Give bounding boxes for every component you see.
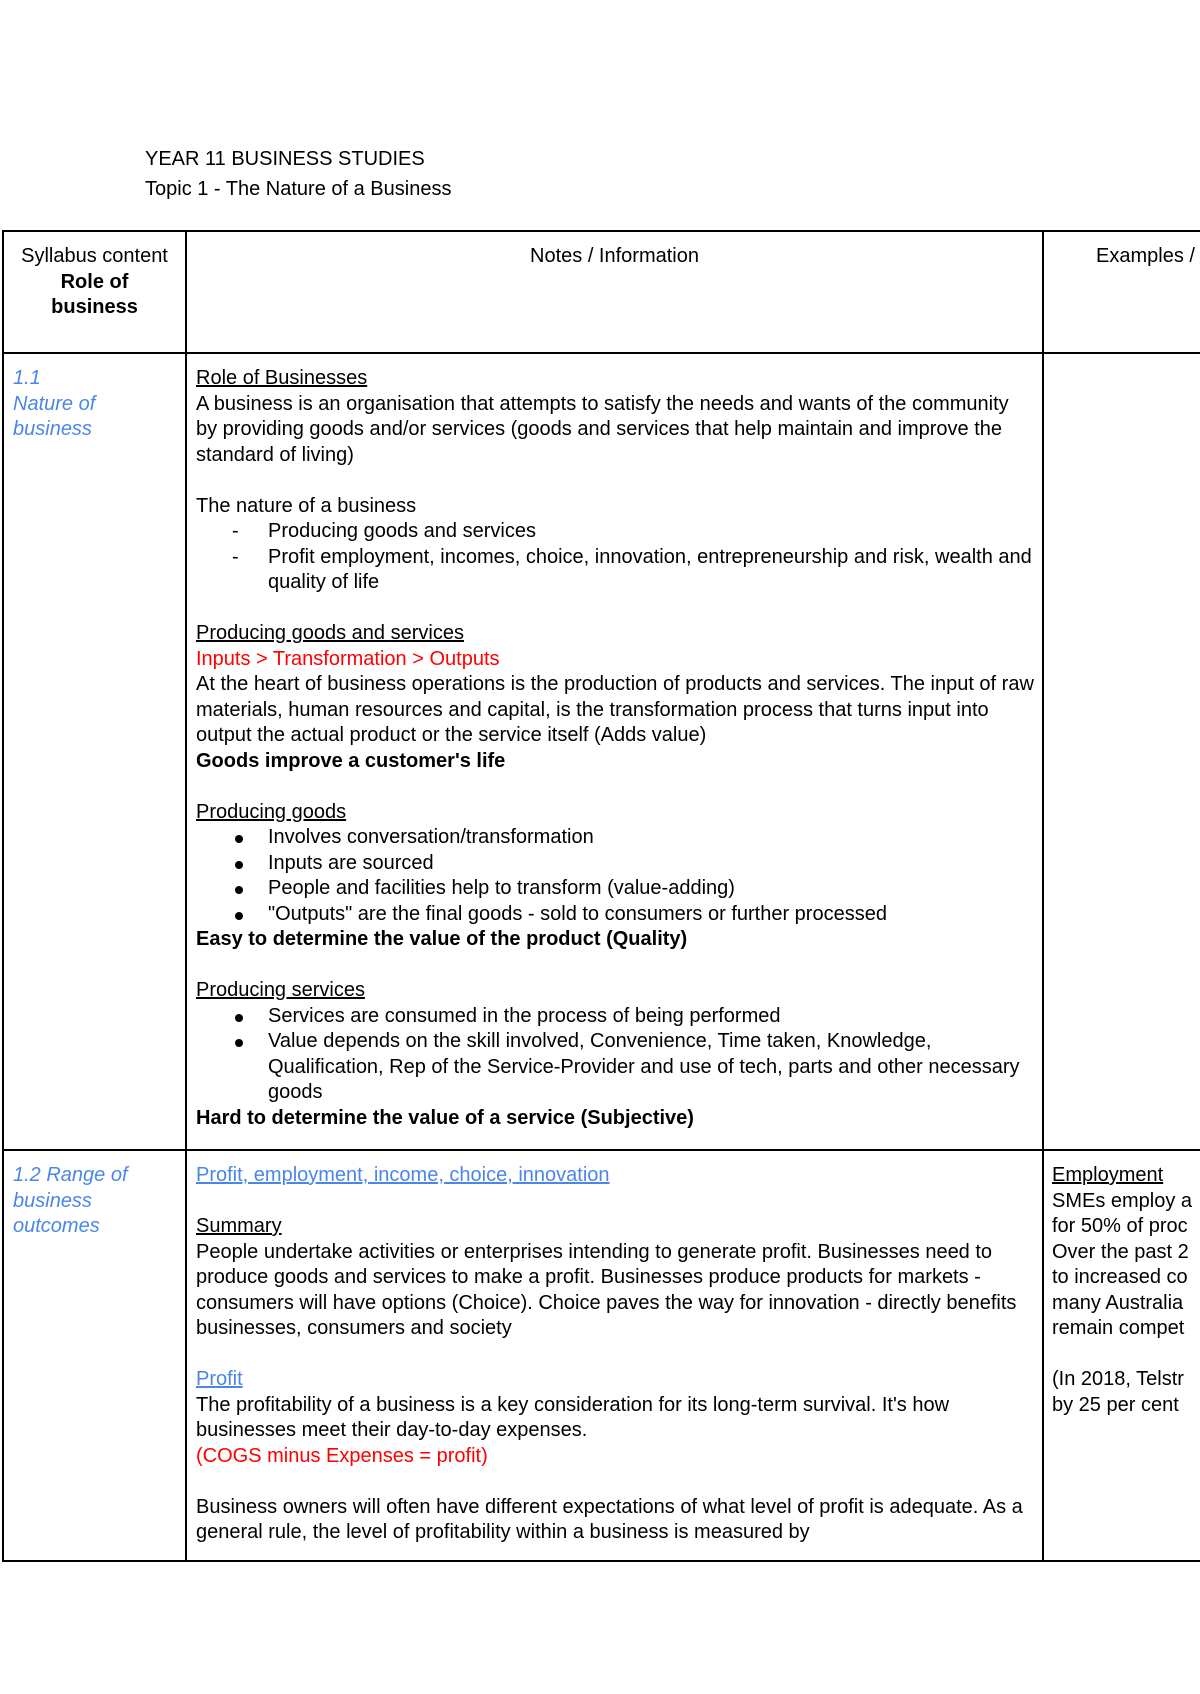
- table-row: [3, 1150, 1200, 1561]
- goods-value-bold: Easy to determine the value of the product (Quality): [196, 928, 688, 950]
- example-line: Over the past 2: [1052, 1240, 1189, 1263]
- list-item: Involves conversation/transformation: [196, 825, 1034, 851]
- notes-cell-1-2: [186, 1150, 1043, 1561]
- notes-header-label: Notes / Information: [530, 245, 699, 267]
- profit-text: The profitability of a business is a key consideration for its long-term survival. It's how businesses meet their day-to-day expenses.: [196, 1393, 950, 1441]
- section-title-line-3: outcomes: [13, 1215, 100, 1237]
- list-item: "Outputs" are the final goods - sold to consumers or further processed: [196, 902, 1034, 928]
- nature-list: [196, 519, 1034, 596]
- role-header-line-2: business: [51, 296, 138, 318]
- profit-formula: (COGS minus Expenses = profit): [196, 1444, 488, 1467]
- example-line: SMEs employ a: [1052, 1189, 1193, 1212]
- io-line: Inputs > Transformation > Outputs: [196, 647, 500, 670]
- example-line: by 25 per cent: [1052, 1393, 1179, 1416]
- example-line: many Australia: [1052, 1291, 1184, 1314]
- section-title-line-1: Nature of: [13, 392, 96, 415]
- goods-list: [196, 825, 1034, 927]
- profit-link[interactable]: Profit: [196, 1368, 243, 1390]
- example-line: for 50% of proc: [1052, 1215, 1188, 1237]
- notes-table: [2, 230, 1200, 1562]
- services-heading: Producing services: [196, 979, 365, 1001]
- outcomes-link[interactable]: Profit, employment, income, choice, innovation: [196, 1164, 610, 1186]
- section-number: 1.1: [13, 367, 41, 389]
- list-item: Value depends on the skill involved, Convenience, Time taken, Knowledge, Qualification, Rep of the Service-Provider and use of tech, parts and other necessary goods: [196, 1029, 1034, 1106]
- goods-heading: Producing goods: [196, 800, 347, 823]
- list-item: - Producing goods and services: [196, 519, 1034, 545]
- table-row: [3, 353, 1200, 1150]
- list-item: Services are consumed in the process of being performed: [196, 1004, 1034, 1030]
- syllabus-header-cell: [3, 231, 186, 353]
- role-heading: Role of Businesses: [196, 367, 368, 389]
- summary-text: People undertake activities or enterprises intending to generate profit. Businesses need to produce goods and services to make a profit. Businesses produce products for markets - consumers will have options (Choice). Choice paves the way for innovation - directly benefits businesses, consumers and society: [196, 1240, 1017, 1339]
- examples-header-cell: [1043, 231, 1200, 353]
- list-item: Inputs are sourced: [196, 851, 1034, 877]
- examples-header-label: Examples /: [1096, 245, 1195, 267]
- example-line: to increased co: [1052, 1266, 1188, 1288]
- table-header-row: [3, 231, 1200, 353]
- summary-heading: Summary: [196, 1215, 282, 1237]
- section-title-line-1: 1.2 Range of: [13, 1164, 128, 1186]
- section-title-line-2: business: [13, 418, 92, 440]
- document-title: YEAR 11 BUSINESS STUDIES: [145, 148, 425, 170]
- examples-cell-1-2: [1043, 1150, 1200, 1561]
- role-text: A business is an organisation that attempts to satisfy the needs and wants of the community by providing goods and/or services (goods and services that help maintain and improve the standard of living): [196, 392, 1009, 466]
- services-list: [196, 1004, 1034, 1106]
- section-cell-1-2: [3, 1150, 186, 1561]
- list-item: - Profit employment, incomes, choice, innovation, entrepreneurship and risk, wealth and quality of life: [196, 545, 1034, 596]
- document-subtitle: Topic 1 - The Nature of a Business: [145, 178, 452, 200]
- employment-heading: Employment: [1052, 1164, 1164, 1186]
- producing-heading: Producing goods and services: [196, 622, 464, 644]
- services-value-bold: Hard to determine the value of a service (Subjective): [196, 1106, 694, 1129]
- section-title-line-2: business: [13, 1189, 92, 1212]
- document-heading: [145, 144, 451, 204]
- example-line: remain compet: [1052, 1317, 1185, 1339]
- syllabus-header-label: Syllabus content: [21, 245, 168, 267]
- example-line: (In 2018, Telstr: [1052, 1368, 1184, 1390]
- role-header-line-1: Role of: [60, 270, 129, 293]
- owners-text: Business owners will often have different expectations of what level of profit is adequate. As a general rule, the level of profitability within a business is measured by: [196, 1495, 1023, 1543]
- goods-bold: Goods improve a customer's life: [196, 749, 506, 772]
- notes-header-cell: [186, 231, 1043, 353]
- heart-text: At the heart of business operations is the production of products and services. The input of raw materials, human resources and capital, is the transformation process that turns input into output the actual product or the service itself (Adds value): [196, 673, 1034, 746]
- examples-cell-1-1: [1043, 353, 1200, 1150]
- list-item: People and facilities help to transform (value-adding): [196, 876, 1034, 902]
- section-cell-1-1: [3, 353, 186, 1150]
- notes-cell-1-1: [186, 353, 1043, 1150]
- nature-heading: The nature of a business: [196, 494, 417, 517]
